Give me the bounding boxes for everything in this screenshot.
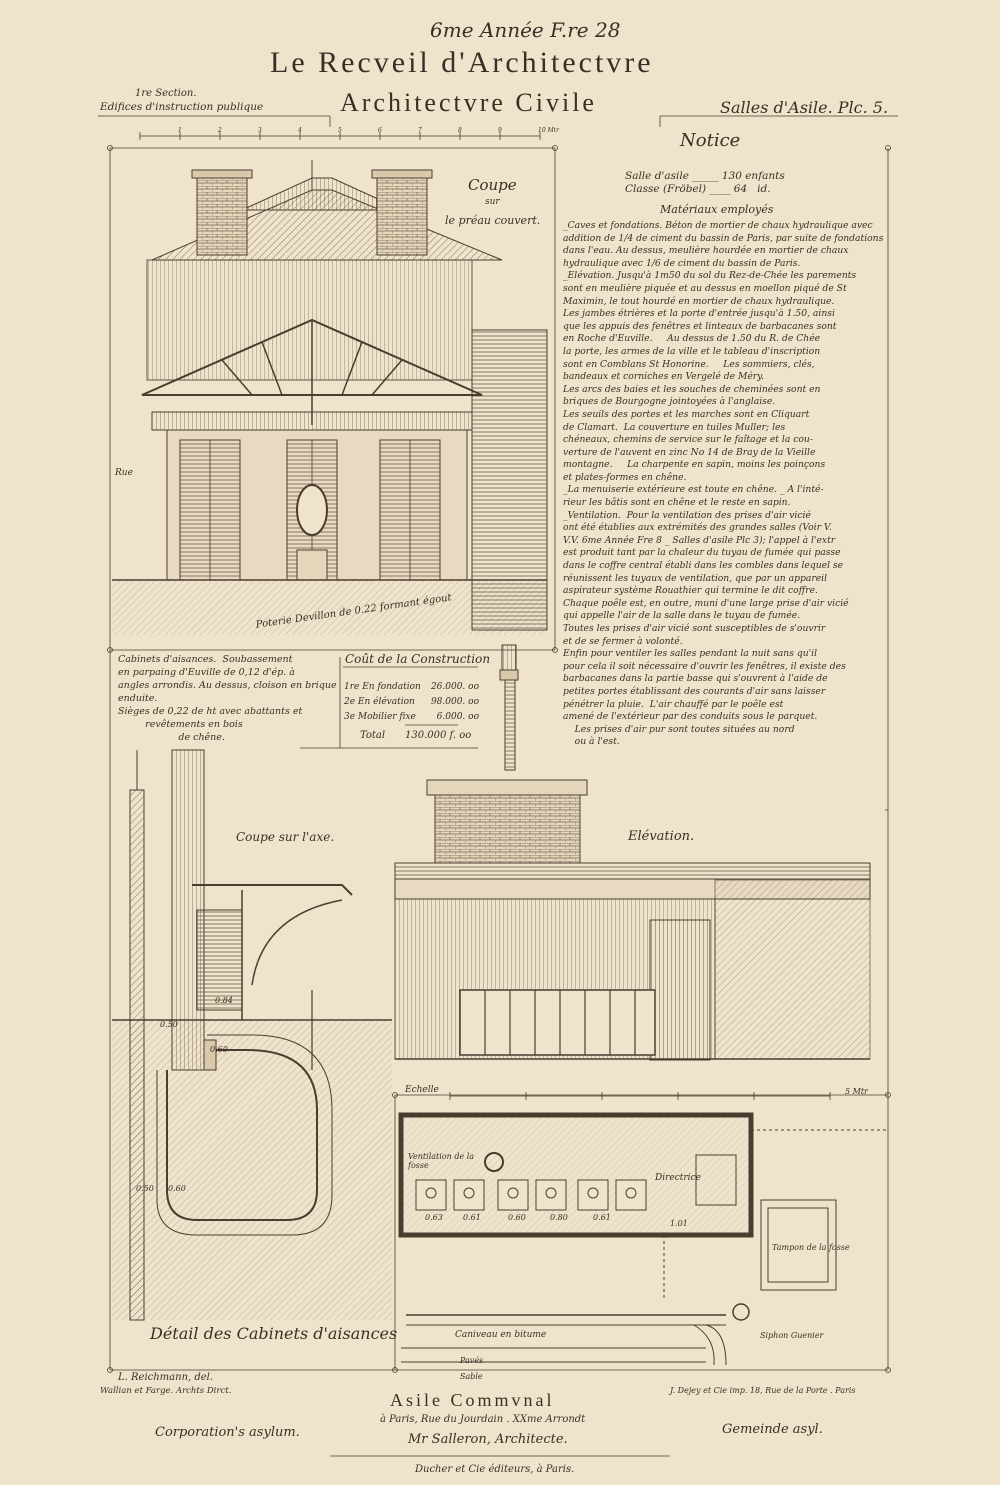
- cabinets-note-line: angles arrondis. Au dessus, cloison en brique: [118, 680, 337, 691]
- cost-total-value: 130.000 f. oo: [405, 730, 472, 741]
- notice-line: pour cela il soit nécessaire d'ouvrir les fenêtres, il existe des: [563, 660, 846, 672]
- plan-ventilation-label: Ventilation de la fosse: [408, 1152, 475, 1170]
- notice-line: que les appuis des fenêtres et linteaux de barbacanes sont: [563, 320, 837, 332]
- materials-title: Matériaux employés: [660, 203, 774, 216]
- notice-line: dans le coffre central établi dans les combles dans lequel se: [563, 560, 844, 572]
- cost-row-value: 6.000. oo: [436, 712, 479, 722]
- plate-label: Salles d'Asile. Plc. 5.: [720, 98, 889, 117]
- plan-caniveau-label: Caniveau en bitume: [455, 1330, 547, 1340]
- section-label: 1re Section.: [135, 88, 197, 99]
- cost-title: Coût de la Construction: [345, 652, 491, 666]
- german-caption: Gemeinde asyl.: [722, 1422, 823, 1437]
- notice-line: est produit tant par la chaleur du tuyau de fumée qui passe: [563, 547, 841, 559]
- scale-tick-label: 4: [298, 127, 302, 134]
- notice-line: dans l'eau. Au dessus, meulière hourdée en mortier de chaux: [563, 245, 849, 257]
- axis-dim-3: 0.60: [210, 1045, 228, 1054]
- engraver-credit: Wallian et Farge. Archts Dirct.: [100, 1386, 232, 1396]
- notice-line: sont en Comblans St Honorine. Les sommiers, clés,: [563, 358, 815, 370]
- scale-tick-label: 8: [458, 127, 462, 134]
- printer-credit: J. Dejey et Cie imp. 18, Rue de la Porte . Paris: [670, 1386, 856, 1395]
- notice-line: petites portes établissant des courants d'air sans laisser: [563, 685, 826, 697]
- cabinets-note-line: de chêne.: [118, 732, 225, 743]
- plan-dim-5: 0.61: [593, 1213, 611, 1222]
- notice-line: Les jambes étrières et la porte d'entrée jusqu'à 1.50, ainsi: [563, 308, 835, 320]
- section-name: Edifices d'instruction publique: [100, 101, 264, 113]
- axis-dim-1: 0.84: [215, 996, 233, 1005]
- notice-line: verture de l'auvent en zinc No 14 de Bray de la Vieille: [563, 446, 816, 458]
- notice-line: de Clamart. La couverture en tuiles Muller; les: [563, 421, 786, 433]
- notice-line: ont été établies aux extrémités des grandes salles (Voir V.: [563, 522, 832, 534]
- cabinets-note-line: Cabinets d'aisances. Soubassement: [118, 654, 293, 665]
- toilet-plan-drawing: [396, 1100, 886, 1365]
- cabinets-note-line: Sièges de 0,22 de ht avec abattants et: [118, 706, 303, 717]
- elevation-scale-end: 5 Mtr: [845, 1087, 868, 1096]
- axis-dim-2: 0.50: [160, 1020, 178, 1029]
- plan-directrice-label: Directrice: [655, 1173, 701, 1183]
- cost-row-label: 1re En fondation: [344, 682, 421, 692]
- coupe-label: Coupe: [468, 176, 517, 194]
- notice-line: Toutes les prises d'air vicié sont susceptibles de s'ouvrir: [563, 623, 826, 634]
- coupe-label-sur: sur: [485, 197, 500, 207]
- cabinets-note-line: enduite.: [118, 693, 158, 704]
- cost-row-label: 3e Mobilier fixe: [344, 712, 416, 722]
- axis-dim-5: 0.60: [168, 1184, 186, 1193]
- cost-total-label: Total: [360, 730, 386, 741]
- coupe-label-preau: le préau couvert.: [445, 214, 541, 227]
- issue-number: 6me Année F.re 28: [430, 18, 621, 42]
- plan-dim-3: 0.60: [508, 1213, 526, 1222]
- cost-row-label: 2e En élévation: [344, 697, 415, 707]
- publication-title: Le Recveil d'Architectvre: [270, 46, 654, 79]
- notice-line: barbacanes dans la partie basse qui s'ouvrent à l'aide de: [563, 673, 828, 685]
- notice-line: Maximin, le tout hourdé en mortier de chaux hydraulique.: [563, 295, 835, 307]
- project-address: à Paris, Rue du Jourdain . XXme Arrondt: [380, 1414, 586, 1425]
- notice-line: sont en meulière piquée et au dessus en moellon piqué de St: [563, 282, 847, 294]
- elevation-label: Elévation.: [628, 829, 695, 844]
- notice-line: la porte, les armes de la ville et le tableau d'inscription: [563, 345, 821, 357]
- toilet-elevation-drawing: [395, 645, 870, 1070]
- notice-title: Notice: [680, 130, 741, 151]
- axis-section-label: Coupe sur l'axe.: [236, 830, 335, 844]
- notice-line: _Ventilation. Pour la ventilation des prises d'air vicié: [563, 509, 811, 521]
- notice-line: _Caves et fondations. Béton de mortier de chaux hydraulique avec: [563, 220, 873, 231]
- notice-line: chéneaux, chemins de service sur le faîtage et la cou-: [563, 434, 813, 446]
- notice-line: briques de Bourgogne jointoyées à l'anglaise.: [563, 396, 776, 408]
- scale-tick-label: 10 Mtr: [538, 127, 559, 134]
- notice-line: et de se fermer à volonté.: [563, 635, 683, 647]
- rue-label: Rue: [115, 468, 133, 478]
- footer-rules: [0, 1440, 1000, 1485]
- axis-dim-4: 0.50: [136, 1184, 154, 1193]
- poterie-note: Poterie Devillon de 0.22 formant égout: [255, 592, 453, 631]
- plan-paves-label: Pavés: [460, 1356, 484, 1365]
- notice-line: addition de 1/4 de ciment du bassin de Paris, par suite de fondations: [563, 232, 884, 244]
- subtitle: Architectvre Civile: [340, 88, 597, 117]
- notice-line: réunissent les tuyaux de ventilation, que par un appareil: [563, 572, 828, 584]
- notice-line: Chaque poêle est, en outre, muni d'une large prise d'air vicié: [563, 597, 849, 609]
- notice-line: et plates-formes en chêne.: [563, 471, 687, 483]
- notice-line: amené de l'extérieur par des conduits sous le parquet.: [563, 711, 818, 723]
- scale-tick-label: 9: [498, 127, 502, 134]
- notice-line: V.V. 6me Année Fre 8 _ Salles d'asile Plc 3); l'appel à l'extr: [563, 534, 836, 546]
- cabinets-note-line: en parpaing d'Euville de 0,12 d'ép. à: [118, 667, 295, 678]
- notice-line: bandeaux et corniches en Vergelé de Méry.: [563, 371, 765, 383]
- capacity-line-1: Salle d'asile _____ 130 enfants: [625, 170, 785, 182]
- notice-line: _La menuiserie extérieure est toute en chêne. _ A l'inté-: [563, 484, 824, 496]
- notice-line: ou à l'est.: [563, 736, 620, 748]
- elevation-scale-label: Echelle: [405, 1085, 439, 1095]
- notice-line: _Elévation. Jusqu'à 1m50 du sol du Rez-de-Chée les parements: [563, 270, 857, 282]
- project-title: Asile Commvnal: [390, 1390, 555, 1410]
- scale-tick-label: 5: [338, 127, 342, 134]
- cost-row-value: 26.000. oo: [430, 682, 479, 692]
- notice-line: pénétrer la pluie. L'air chauffé par le poêle est: [563, 698, 784, 710]
- scale-tick-label: 2: [218, 127, 222, 134]
- draftsman-credit: L. Reichmann, del.: [118, 1372, 214, 1383]
- notice-line: hydraulique avec 1/6 de ciment du bassin de Paris.: [563, 257, 801, 269]
- plan-tampon-label: Tampon de la fosse: [772, 1243, 850, 1252]
- cabinets-note-line: revêtements en bois: [118, 719, 243, 730]
- notice-line: Enfin pour ventiler les salles pendant la nuit sans qu'il: [563, 648, 818, 660]
- detail-label: Détail des Cabinets d'aisances: [150, 1324, 398, 1343]
- notice-line: rieur les bâtis sont en chêne et le reste en sapin.: [563, 497, 791, 509]
- english-caption: Corporation's asylum.: [155, 1425, 300, 1440]
- capacity-line-2: Classe (Fröbel) ____ 64 id.: [625, 183, 771, 195]
- architect-name: Mr Salleron, Architecte.: [408, 1432, 568, 1447]
- notice-line: Les seuils des portes et les marches sont en Cliquart: [563, 408, 810, 420]
- notice-line: qui appelle l'air de la salle dans le tuyau de fumée.: [563, 610, 801, 622]
- scale-tick-label: 6: [378, 127, 382, 134]
- plan-dim-1: 0.63: [425, 1213, 443, 1222]
- notice-line: aspirateur système Rouathier qui termine le dit coffre.: [563, 585, 818, 597]
- plan-dim-4: 0.80: [550, 1213, 568, 1222]
- notice-line: Les arcs des baies et les souches de cheminées sont en: [563, 383, 821, 395]
- publisher-credit: Ducher et Cie éditeurs, à Paris.: [415, 1464, 575, 1475]
- elevation-scale-bar: [440, 1084, 840, 1100]
- scale-tick-label: 3: [258, 127, 262, 134]
- cost-row-value: 98.000. oo: [430, 697, 479, 707]
- scale-tick-label: 7: [418, 127, 422, 134]
- notice-line: en Roche d'Euville. Au dessus de 1.50 du R. de Chée: [563, 333, 821, 345]
- notice-line: montagne. La charpente en sapin, moins les poinçons: [563, 459, 826, 471]
- plan-sable-label: Sable: [460, 1372, 483, 1381]
- plan-siphon-label: Siphon Guenier: [760, 1331, 824, 1340]
- scale-tick-label: 1: [178, 127, 182, 134]
- plan-dim-6: 1.01: [670, 1219, 688, 1228]
- plan-dim-2: 0.61: [463, 1213, 481, 1222]
- notice-line: Les prises d'air pur sont toutes situées au nord: [563, 723, 795, 735]
